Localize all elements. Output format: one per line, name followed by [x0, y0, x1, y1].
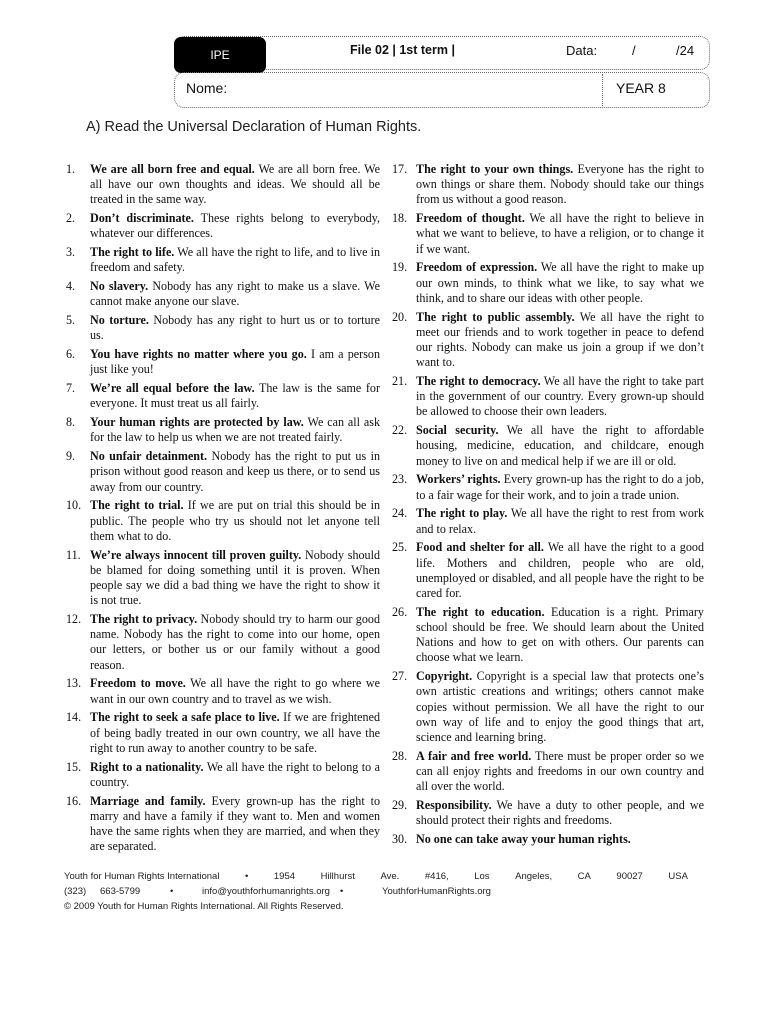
right-title: Freedom of thought. [416, 211, 525, 226]
right-title: The right to trial. [90, 498, 184, 513]
right-description: Nobody has any right to make us a slave. We cannot make anyone our slave. [90, 279, 380, 309]
right-number: 7. [66, 381, 76, 396]
right-number: 18. [392, 211, 408, 226]
right-item [392, 506, 704, 536]
right-number: 4. [66, 279, 76, 294]
right-title: No torture. [90, 313, 149, 328]
date-slash: / [632, 43, 636, 58]
right-description: Nobody should try to harm our good name. Nobody has the right to come into our home, open our letters, or bother us or our family without a good reason. [90, 612, 380, 672]
right-item [66, 381, 380, 411]
right-number: 13. [66, 676, 82, 691]
right-title: Freedom of expression. [416, 260, 538, 275]
right-description: We all have the right to rest from work and to relax. [416, 506, 704, 536]
header-divider [602, 74, 603, 106]
right-item [66, 548, 380, 609]
right-number: 14. [66, 710, 82, 725]
right-number: 20. [392, 309, 408, 324]
right-description: Education is a right. Primary school should be free. We should learn about the United Nations and how to get on with others. Our parents can choose what we learn. [416, 604, 704, 665]
right-number: 24. [392, 506, 408, 521]
right-description: Nobody has the right to put us in prison without good reason and keep us there, or to send us away from our country. [90, 449, 380, 494]
right-number: 25. [392, 540, 408, 555]
right-item [392, 832, 704, 847]
right-title: No slavery. [90, 279, 149, 294]
right-item [66, 498, 380, 544]
right-title: The right to education. [416, 604, 545, 619]
right-number: 8. [66, 415, 76, 430]
right-description: Everyone has the right to own things or share them. Nobody should take our things from us without a good reason. [416, 162, 704, 207]
right-title: The right to democracy. [416, 374, 541, 389]
right-description: We all have the right to affordable housing, medicine, education, and childcare, enough money to live on and medical help if we are ill or old. [416, 423, 704, 468]
right-description: We all have the right to belong to a country. [90, 759, 381, 789]
footer-contact-part: • [340, 886, 344, 897]
right-title: The right to privacy. [90, 612, 198, 627]
right-item [66, 710, 380, 756]
footer-contact-part: 663-5799 [100, 886, 141, 897]
right-description: We all have the right to a good life. Mothers and children, people who are old, unemployed or disabled, and all people have the right to be cared for. [416, 540, 704, 601]
right-title: The right to your own things. [416, 162, 574, 176]
right-description: There must be proper order so we can all enjoy rights and freedoms in our own country and all over the world. [416, 748, 704, 794]
right-description: These rights belong to everybody, whatever our differences. [90, 211, 380, 241]
right-item [66, 760, 380, 790]
right-description: If we are frightened of being badly treated in our own country, we all have the right to run away to another country to be safe. [90, 710, 380, 755]
right-number: 29. [392, 798, 408, 813]
right-item [66, 794, 380, 855]
date-label: Data: [566, 43, 598, 58]
right-title: Your human rights are protected by law. [90, 415, 304, 430]
footer-contact-part: info@youthforhumanrights.org [202, 886, 330, 897]
right-description: If we are put on trial this should be in public. The people who try us should not let anyone tell them what to do. [90, 498, 380, 543]
right-item [392, 162, 704, 208]
right-number: 2. [66, 211, 76, 226]
right-description: Every grown-up has the right to marry and have a family if they want to. Men and women have the same rights when they are married, and when they are separated. [90, 793, 380, 854]
footer-address-part: 1954 [273, 871, 296, 882]
footer-address-part: USA [668, 871, 688, 882]
right-title: No unfair detainment. [90, 449, 208, 464]
right-item [66, 347, 380, 377]
right-title: The right to seek a safe place to live. [90, 710, 280, 725]
file-label: File 02 | 1st term | [350, 43, 455, 57]
right-item [392, 211, 704, 257]
right-item [392, 605, 704, 666]
right-item [66, 211, 380, 241]
right-title: A fair and free world. [416, 748, 532, 763]
right-description: I am a person just like you! [90, 347, 380, 377]
right-item [392, 472, 704, 502]
right-title: Food and shelter for all. [416, 540, 544, 555]
right-number: 10. [66, 498, 82, 513]
footer-copyright: © 2009 Youth for Human Rights International. All Rights Reserved. [64, 901, 344, 912]
footer-address-part: Youth for Human Rights International [64, 871, 220, 882]
right-item [392, 374, 704, 420]
rights-list-left [66, 162, 380, 854]
right-description: Nobody has any right to hurt us or to torture us. [90, 313, 380, 343]
right-item [392, 310, 704, 371]
right-item [66, 245, 380, 275]
right-item [66, 162, 380, 208]
right-item [392, 540, 704, 601]
footer-address-part: Hillhurst [320, 871, 355, 882]
footer-address-part: Los [474, 871, 490, 882]
right-number: 16. [66, 793, 82, 808]
right-title: The right to public assembly. [416, 309, 575, 324]
right-number: 30. [392, 832, 408, 847]
right-description: We all have the right to life, and to live in freedom and safety. [90, 245, 380, 275]
right-title: Marriage and family. [90, 793, 206, 808]
instruction: A) Read the Universal Declaration of Human Rights. [86, 119, 422, 135]
right-item [66, 415, 380, 445]
right-item [66, 612, 380, 673]
right-title: Right to a nationality. [90, 759, 204, 774]
right-item [392, 749, 704, 795]
right-description: We all have the right to believe in what we want to believe, to have a religion, or to change it if we want. [416, 211, 705, 256]
right-number: 22. [392, 423, 408, 438]
right-number: 28. [392, 748, 408, 763]
right-title: Responsibility. [416, 798, 492, 813]
rights-column-left [66, 162, 380, 858]
right-title: Freedom to move. [90, 676, 186, 691]
footer-address-part: #416, [424, 871, 449, 882]
subject-tab: IPE [174, 37, 266, 73]
right-number: 23. [392, 472, 408, 487]
right-description: We can all ask for the law to help us when we are not treated fairly. [90, 415, 380, 445]
right-title: The right to play. [416, 506, 508, 521]
footer-address-part: Angeles, [515, 871, 553, 882]
right-item [392, 423, 704, 469]
year-label: YEAR 8 [616, 80, 666, 96]
footer-contact-part: • [170, 886, 174, 897]
right-title: We’re always innocent till proven guilty. [90, 547, 302, 562]
right-title: We are all born free and equal. [90, 162, 255, 176]
right-title: Workers’ rights. [416, 472, 501, 487]
rights-list-right [392, 162, 704, 847]
footer-address-part: 90027 [616, 871, 643, 882]
footer-contact [64, 886, 502, 897]
footer-address [64, 871, 688, 882]
right-number: 6. [66, 347, 76, 362]
right-title: Don’t discriminate. [90, 211, 194, 226]
right-description: Copyright is a special law that protects one’s own artistic creations and writings; others cannot make copies without permission. We all have the right to our own way of life and to enjoy the good things that art, science and learning bring. [416, 669, 704, 745]
footer-address-part: • [245, 871, 249, 882]
right-description: We all have the right to go where we want in our own country and to travel as we wish. [90, 676, 380, 706]
right-item [392, 669, 704, 745]
right-number: 19. [392, 260, 408, 275]
right-title: We’re all equal before the law. [90, 381, 255, 396]
right-item [66, 279, 380, 309]
right-description: We all have the right to take part in the government of our country. Every grown-up should be allowed to choose their own leaders. [416, 374, 704, 419]
right-item [66, 676, 380, 706]
footer-contact-part: YouthforHumanRights.org [382, 886, 491, 897]
footer-contact-part: (323) [64, 886, 87, 897]
right-title: You have rights no matter where you go. [90, 347, 307, 362]
right-title: The right to life. [90, 245, 175, 260]
right-number: 15. [66, 759, 82, 774]
right-number: 26. [392, 604, 408, 619]
right-item [66, 313, 380, 343]
right-number: 27. [392, 669, 408, 684]
right-item [392, 260, 704, 306]
right-item [392, 798, 704, 828]
rights-column-right [392, 162, 704, 851]
right-title: Copyright. [416, 669, 473, 684]
right-number: 17. [392, 162, 408, 176]
right-number: 11. [66, 547, 81, 562]
right-number: 21. [392, 374, 408, 389]
right-number: 12. [66, 612, 82, 627]
footer-address-part: Ave. [380, 871, 400, 882]
right-description: We all have the right to make up our own minds, to think what we like, to say what we think, and to share our ideas with other people. [416, 260, 704, 305]
right-item [66, 449, 380, 495]
right-description: Every grown-up has the right to do a job, to a fair wage for their work, and to join a trade union. [416, 472, 704, 502]
date-year: /24 [676, 43, 695, 58]
right-number: 5. [66, 313, 76, 328]
right-title: No one can take away your human rights. [416, 832, 631, 847]
right-number: 1. [66, 162, 76, 176]
right-title: Social security. [416, 423, 499, 438]
footer-address-part: CA [577, 871, 591, 882]
right-description: We are all born free. We all have our own thoughts and ideas. We should all be treated in the same way. [90, 162, 380, 207]
right-number: 3. [66, 245, 76, 260]
right-number: 9. [66, 449, 76, 464]
right-description: The law is the same for everyone. It must treat us all fairly. [90, 381, 380, 411]
right-description: Nobody should be blamed for doing something until it is proven. When people say we did a bad thing we have the right to show it is not true. [90, 547, 380, 608]
right-description: We all have the right to meet our friends and to work together in peace to defend our rights. Nobody can make us join a group if we don’t want to. [416, 309, 704, 370]
name-label: Nome: [186, 80, 228, 96]
right-description: We have a duty to other people, and we should protect their rights and freedoms. [416, 798, 704, 828]
